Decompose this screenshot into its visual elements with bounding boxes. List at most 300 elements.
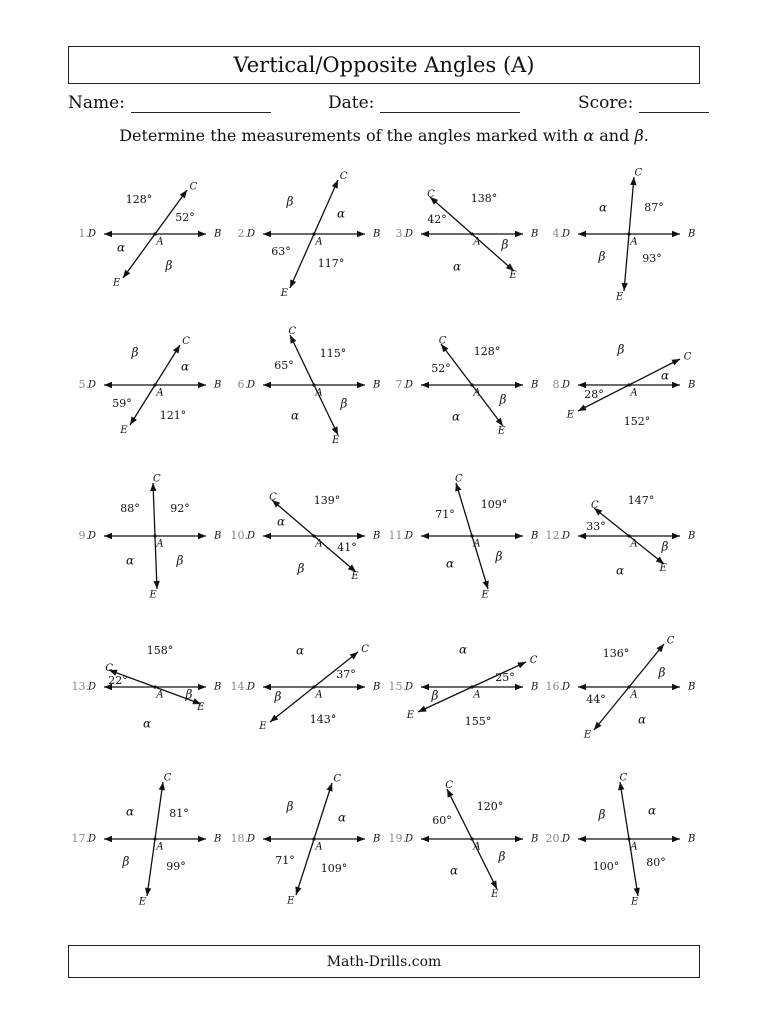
problem-6	[238, 326, 381, 446]
point-label-b: B	[531, 681, 539, 693]
angle-unknown-label: α	[598, 200, 608, 215]
name-label: Name:	[68, 93, 125, 113]
point-label-d: D	[404, 681, 413, 693]
angle-unknown-label: β	[431, 688, 439, 703]
point-label-b: B	[373, 228, 381, 240]
angle-given-label: 93°	[642, 252, 662, 265]
point-label-b: B	[214, 379, 222, 391]
vertex-dot	[627, 685, 630, 688]
angle-given-label: 33°	[586, 520, 606, 533]
point-label-c: C	[455, 473, 463, 485]
arrow-b-icon	[672, 533, 680, 539]
arrow-d-icon	[263, 533, 271, 539]
point-label-e: E	[491, 889, 499, 901]
problem-number: 17.	[71, 832, 89, 845]
arrow-b-icon	[357, 684, 365, 690]
angle-unknown-label: β	[122, 854, 130, 869]
angle-unknown-label: α	[445, 556, 455, 571]
vertex-dot	[312, 837, 315, 840]
point-label-a: A	[473, 841, 481, 853]
angle-unknown-label: β	[498, 849, 506, 864]
angle-given-label: 81°	[169, 807, 189, 820]
angle-given-label: 100°	[592, 860, 620, 873]
point-label-e: E	[351, 571, 359, 583]
point-label-b: B	[373, 379, 381, 391]
problem-12	[546, 494, 696, 578]
point-label-e: E	[149, 589, 157, 601]
angle-given-label: 42°	[427, 213, 447, 226]
angle-given-label: 65°	[274, 359, 294, 372]
angle-unknown-label: α	[449, 863, 459, 878]
beta-symbol: β	[634, 126, 644, 145]
angle-unknown-label: β	[658, 665, 666, 680]
problem-number: 19.	[388, 832, 406, 845]
point-label-d: D	[246, 681, 255, 693]
instructions-text: Determine the measurements of the angles marked with	[119, 126, 584, 145]
angle-given-label: 63°	[271, 245, 291, 258]
point-label-d: D	[561, 530, 570, 542]
arrow-b-icon	[357, 382, 365, 388]
angle-given-label: 139°	[313, 494, 341, 507]
angle-unknown-label: β	[340, 396, 348, 411]
angle-given-label: 22°	[108, 674, 128, 687]
point-label-b: B	[214, 530, 222, 542]
angle-unknown-label: α	[295, 643, 305, 658]
angle-given-label: 52°	[175, 211, 195, 224]
angle-unknown-label: α	[142, 716, 152, 731]
point-label-e: E	[630, 896, 639, 908]
point-label-b: B	[688, 833, 696, 845]
angle-given-label: 155°	[464, 715, 492, 728]
arrow-d-icon	[421, 382, 429, 388]
vertex-dot	[153, 383, 156, 386]
angle-unknown-label: β	[131, 345, 139, 360]
point-label-c: C	[529, 654, 538, 666]
arrow-e-icon	[332, 426, 338, 435]
angle-unknown-label: β	[598, 249, 606, 264]
vertex-dot	[470, 383, 473, 386]
arrow-e-icon	[145, 888, 151, 896]
angle-given-label: 87°	[644, 201, 664, 214]
angle-unknown-label: α	[276, 514, 286, 529]
arrow-e-icon	[634, 888, 640, 896]
point-label-d: D	[561, 833, 570, 845]
point-label-c: C	[333, 773, 342, 785]
angle-given-label: 99°	[166, 860, 186, 873]
arrow-e-icon	[290, 279, 296, 288]
point-label-b: B	[531, 833, 539, 845]
arrow-d-icon	[104, 382, 112, 388]
arrow-d-icon	[421, 533, 429, 539]
angle-given-label: 37°	[336, 668, 356, 681]
arrow-d-icon	[421, 231, 429, 237]
angle-given-label: 80°	[646, 856, 666, 869]
point-label-c: C	[182, 336, 190, 348]
angle-unknown-label: α	[125, 804, 135, 819]
arrow-b-icon	[515, 533, 523, 539]
arrow-b-icon	[515, 231, 523, 237]
arrow-e-icon	[295, 886, 301, 895]
angle-given-label: 109°	[320, 862, 348, 875]
angle-unknown-label: β	[617, 342, 625, 357]
angle-unknown-label: β	[274, 689, 282, 704]
arrow-c-icon	[327, 783, 333, 792]
point-label-a: A	[156, 689, 164, 701]
point-label-b: B	[688, 530, 696, 542]
point-label-b: B	[531, 379, 539, 391]
point-label-d: D	[87, 228, 96, 240]
point-label-b: B	[531, 530, 539, 542]
angle-unknown-label: β	[286, 194, 294, 209]
alpha-symbol: α	[583, 126, 595, 145]
point-label-a: A	[315, 689, 323, 701]
point-label-a: A	[473, 689, 481, 701]
point-label-a: A	[156, 387, 164, 399]
angle-given-label: 92°	[170, 502, 190, 515]
problem-number: 14.	[230, 680, 248, 693]
problem-20	[546, 773, 696, 908]
vertex-dot	[470, 534, 473, 537]
angle-unknown-label: α	[180, 359, 190, 374]
arrow-b-icon	[672, 231, 680, 237]
problem-3	[396, 189, 539, 281]
point-label-e: E	[259, 720, 267, 732]
angle-given-label: 143°	[309, 713, 337, 726]
problem-13	[72, 644, 222, 731]
point-label-a: A	[156, 538, 164, 550]
angle-unknown-label: α	[660, 368, 670, 383]
angle-given-label: 25°	[495, 671, 515, 684]
arrow-b-icon	[672, 836, 680, 842]
point-label-a: A	[315, 538, 323, 550]
point-label-d: D	[246, 833, 255, 845]
point-label-d: D	[246, 530, 255, 542]
point-label-d: D	[561, 228, 570, 240]
angle-given-label: 41°	[337, 541, 357, 554]
arrow-d-icon	[578, 533, 586, 539]
problem-number: 20.	[545, 832, 563, 845]
angle-unknown-label: β	[176, 553, 184, 568]
arrow-b-icon	[357, 231, 365, 237]
problem-10	[231, 492, 381, 582]
arrow-d-icon	[263, 684, 271, 690]
angle-given-label: 121°	[159, 409, 187, 422]
point-label-a: A	[315, 841, 323, 853]
point-label-a: A	[156, 236, 164, 248]
point-label-d: D	[404, 833, 413, 845]
point-label-e: E	[481, 589, 489, 601]
problem-4	[553, 168, 696, 303]
arrow-c-icon	[517, 662, 526, 668]
problem-number: 4.	[552, 227, 563, 240]
problem-7	[396, 335, 539, 436]
point-label-e: E	[566, 409, 575, 421]
angle-unknown-label: α	[615, 563, 625, 578]
vertex-dot	[627, 534, 630, 537]
point-label-e: E	[138, 896, 147, 908]
problem-number: 8.	[552, 378, 563, 391]
point-label-e: E	[112, 277, 121, 289]
arrow-c-icon	[671, 359, 680, 365]
angle-unknown-label: α	[458, 642, 468, 657]
angle-unknown-label: β	[286, 799, 294, 814]
arrow-b-icon	[515, 684, 523, 690]
point-label-d: D	[87, 681, 96, 693]
vertex-dot	[312, 383, 315, 386]
point-label-a: A	[630, 538, 638, 550]
angle-given-label: 128°	[125, 193, 153, 206]
footer	[68, 945, 700, 978]
point-label-d: D	[561, 681, 570, 693]
point-label-d: D	[561, 379, 570, 391]
angle-unknown-label: β	[495, 549, 503, 564]
point-label-c: C	[683, 351, 692, 363]
arrow-c-icon	[332, 180, 338, 189]
point-label-c: C	[105, 663, 114, 675]
problem-17	[72, 773, 222, 908]
angle-unknown-label: α	[647, 803, 657, 818]
vertex-dot	[627, 383, 630, 386]
point-label-c: C	[666, 635, 675, 647]
arrow-d-icon	[578, 836, 586, 842]
problem-number: 15.	[388, 680, 406, 693]
angle-unknown-label: β	[661, 539, 669, 554]
arrow-d-icon	[104, 836, 112, 842]
problem-number: 13.	[71, 680, 89, 693]
vertex-dot	[627, 837, 630, 840]
angle-given-label: 88°	[120, 502, 140, 515]
problem-number: 12.	[545, 529, 563, 542]
point-label-c: C	[634, 167, 643, 179]
point-label-b: B	[688, 681, 696, 693]
point-label-e: E	[583, 729, 592, 741]
problem-number: 10.	[230, 529, 248, 542]
angle-unknown-label: β	[185, 687, 193, 702]
arrow-e-icon	[154, 581, 160, 589]
problem-9	[79, 474, 222, 601]
point-label-b: B	[214, 833, 222, 845]
point-label-b: B	[214, 228, 222, 240]
point-label-c: C	[619, 772, 628, 784]
footer-text: Math-Drills.com	[326, 953, 442, 970]
point-label-c: C	[339, 170, 348, 182]
vertex-dot	[312, 534, 315, 537]
angle-unknown-label: β	[165, 258, 173, 273]
angle-unknown-label: α	[637, 712, 647, 727]
vertex-dot	[470, 685, 473, 688]
instructions-end: .	[643, 126, 649, 145]
angle-given-label: 117°	[317, 257, 345, 270]
point-label-a: A	[473, 387, 481, 399]
worksheet-title-text: Vertical/Opposite Angles (A)	[233, 53, 535, 77]
point-label-d: D	[404, 379, 413, 391]
angle-unknown-label: α	[125, 553, 135, 568]
point-label-a: A	[473, 236, 481, 248]
problem-number: 7.	[395, 378, 406, 391]
angle-unknown-label: α	[290, 408, 300, 423]
point-label-b: B	[373, 530, 381, 542]
problem-number: 1.	[78, 227, 89, 240]
point-label-a: A	[315, 387, 323, 399]
point-label-b: B	[688, 379, 696, 391]
problem-8	[553, 343, 696, 429]
point-label-a: A	[630, 841, 638, 853]
arrow-e-icon	[130, 417, 137, 425]
point-label-d: D	[87, 530, 96, 542]
point-label-e: E	[497, 425, 506, 437]
point-label-e: E	[509, 270, 517, 282]
point-label-b: B	[531, 228, 539, 240]
arrow-b-icon	[672, 684, 680, 690]
arrow-d-icon	[578, 231, 586, 237]
angle-given-label: 109°	[480, 498, 508, 511]
point-label-d: D	[246, 379, 255, 391]
vertex-dot	[627, 232, 630, 235]
point-label-e: E	[406, 710, 415, 722]
point-label-e: E	[615, 291, 624, 303]
vertex-dot	[312, 232, 315, 235]
problem-18	[231, 774, 381, 907]
angle-given-label: 147°	[627, 494, 655, 507]
arrow-e-icon	[483, 580, 489, 589]
angle-unknown-label: β	[501, 237, 509, 252]
vertex-dot	[153, 685, 156, 688]
arrow-b-icon	[515, 836, 523, 842]
problem-number: 5.	[78, 378, 89, 391]
angle-given-label: 138°	[470, 192, 498, 205]
arrow-e-icon	[578, 405, 587, 411]
angle-unknown-label: α	[451, 409, 461, 424]
vertex-dot	[312, 685, 315, 688]
angle-given-label: 115°	[319, 347, 347, 360]
arrow-b-icon	[198, 684, 206, 690]
point-label-c: C	[361, 644, 369, 656]
arrow-b-icon	[198, 836, 206, 842]
point-label-e: E	[287, 895, 295, 907]
problem-11	[389, 474, 539, 601]
arrow-b-icon	[198, 231, 206, 237]
angle-given-label: 71°	[275, 854, 295, 867]
arrow-d-icon	[263, 836, 271, 842]
point-label-a: A	[630, 236, 638, 248]
point-label-e: E	[280, 288, 289, 300]
arrow-e-icon	[418, 706, 427, 712]
arrow-b-icon	[672, 382, 680, 388]
point-label-a: A	[156, 841, 164, 853]
problem-number: 2.	[237, 227, 248, 240]
angle-given-label: 152°	[623, 415, 651, 428]
angle-unknown-label: β	[499, 392, 507, 407]
point-label-c: C	[438, 335, 447, 347]
problem-15	[389, 643, 539, 729]
vertex-dot	[470, 837, 473, 840]
angle-given-label: 158°	[146, 644, 174, 657]
point-label-b: B	[688, 228, 696, 240]
problem-number: 16.	[545, 680, 563, 693]
point-label-b: B	[214, 681, 222, 693]
angle-given-label: 44°	[586, 693, 606, 706]
point-label-c: C	[445, 779, 454, 791]
point-label-d: D	[246, 228, 255, 240]
arrow-b-icon	[198, 533, 206, 539]
problem-number: 3.	[395, 227, 406, 240]
point-label-a: A	[630, 387, 638, 399]
problem-number: 18.	[230, 832, 248, 845]
point-label-c: C	[163, 772, 172, 784]
point-label-d: D	[404, 530, 413, 542]
point-label-a: A	[315, 236, 323, 248]
angle-given-label: 71°	[435, 508, 455, 521]
arrow-d-icon	[263, 231, 271, 237]
problem-number: 11.	[388, 529, 406, 542]
arrow-e-icon	[123, 270, 130, 278]
vertex-dot	[153, 837, 156, 840]
point-label-c: C	[591, 500, 599, 512]
angle-given-label: 60°	[432, 814, 452, 827]
arrow-c-icon	[180, 190, 187, 198]
arrow-d-icon	[104, 533, 112, 539]
vertex-dot	[153, 534, 156, 537]
point-label-c: C	[427, 188, 435, 200]
problem-5	[79, 336, 222, 436]
angle-unknown-label: α	[452, 259, 462, 274]
point-label-e: E	[332, 435, 340, 447]
point-label-b: B	[373, 833, 381, 845]
vertex-dot	[153, 232, 156, 235]
score-label: Score:	[578, 93, 634, 113]
point-label-c: C	[288, 325, 297, 337]
arrow-c-icon	[173, 345, 180, 353]
problem-number: 9.	[78, 529, 89, 542]
point-label-b: B	[373, 681, 381, 693]
angle-given-label: 52°	[431, 362, 451, 375]
point-label-d: D	[87, 379, 96, 391]
angle-unknown-label: α	[336, 206, 346, 221]
date-label: Date:	[328, 93, 375, 113]
arrow-e-icon	[491, 880, 497, 889]
point-label-c: C	[269, 491, 277, 503]
problem-16	[546, 635, 696, 740]
arrow-b-icon	[357, 836, 365, 842]
point-label-c: C	[189, 181, 198, 193]
angle-given-label: 120°	[476, 800, 504, 813]
arrow-d-icon	[578, 684, 586, 690]
point-label-e: E	[197, 701, 205, 713]
angle-given-label: 128°	[473, 345, 501, 358]
point-label-d: D	[87, 833, 96, 845]
instructions-conjunction: and	[594, 126, 635, 145]
problem-number: 6.	[237, 378, 248, 391]
angle-unknown-label: β	[297, 561, 305, 576]
vertex-dot	[470, 232, 473, 235]
point-label-a: A	[473, 538, 481, 550]
point-label-d: D	[404, 228, 413, 240]
arrow-d-icon	[104, 231, 112, 237]
point-label-c: C	[153, 473, 161, 485]
problem-14	[231, 644, 381, 732]
arrow-b-icon	[515, 382, 523, 388]
arrow-d-icon	[421, 836, 429, 842]
angle-unknown-label: α	[116, 240, 126, 255]
angle-unknown-label: β	[598, 807, 606, 822]
problem-2	[238, 171, 381, 299]
problem-1	[79, 181, 222, 288]
angle-unknown-label: α	[337, 810, 347, 825]
arrow-d-icon	[263, 382, 271, 388]
point-label-e: E	[659, 562, 667, 574]
arrow-d-icon	[421, 684, 429, 690]
arrow-b-icon	[198, 382, 206, 388]
